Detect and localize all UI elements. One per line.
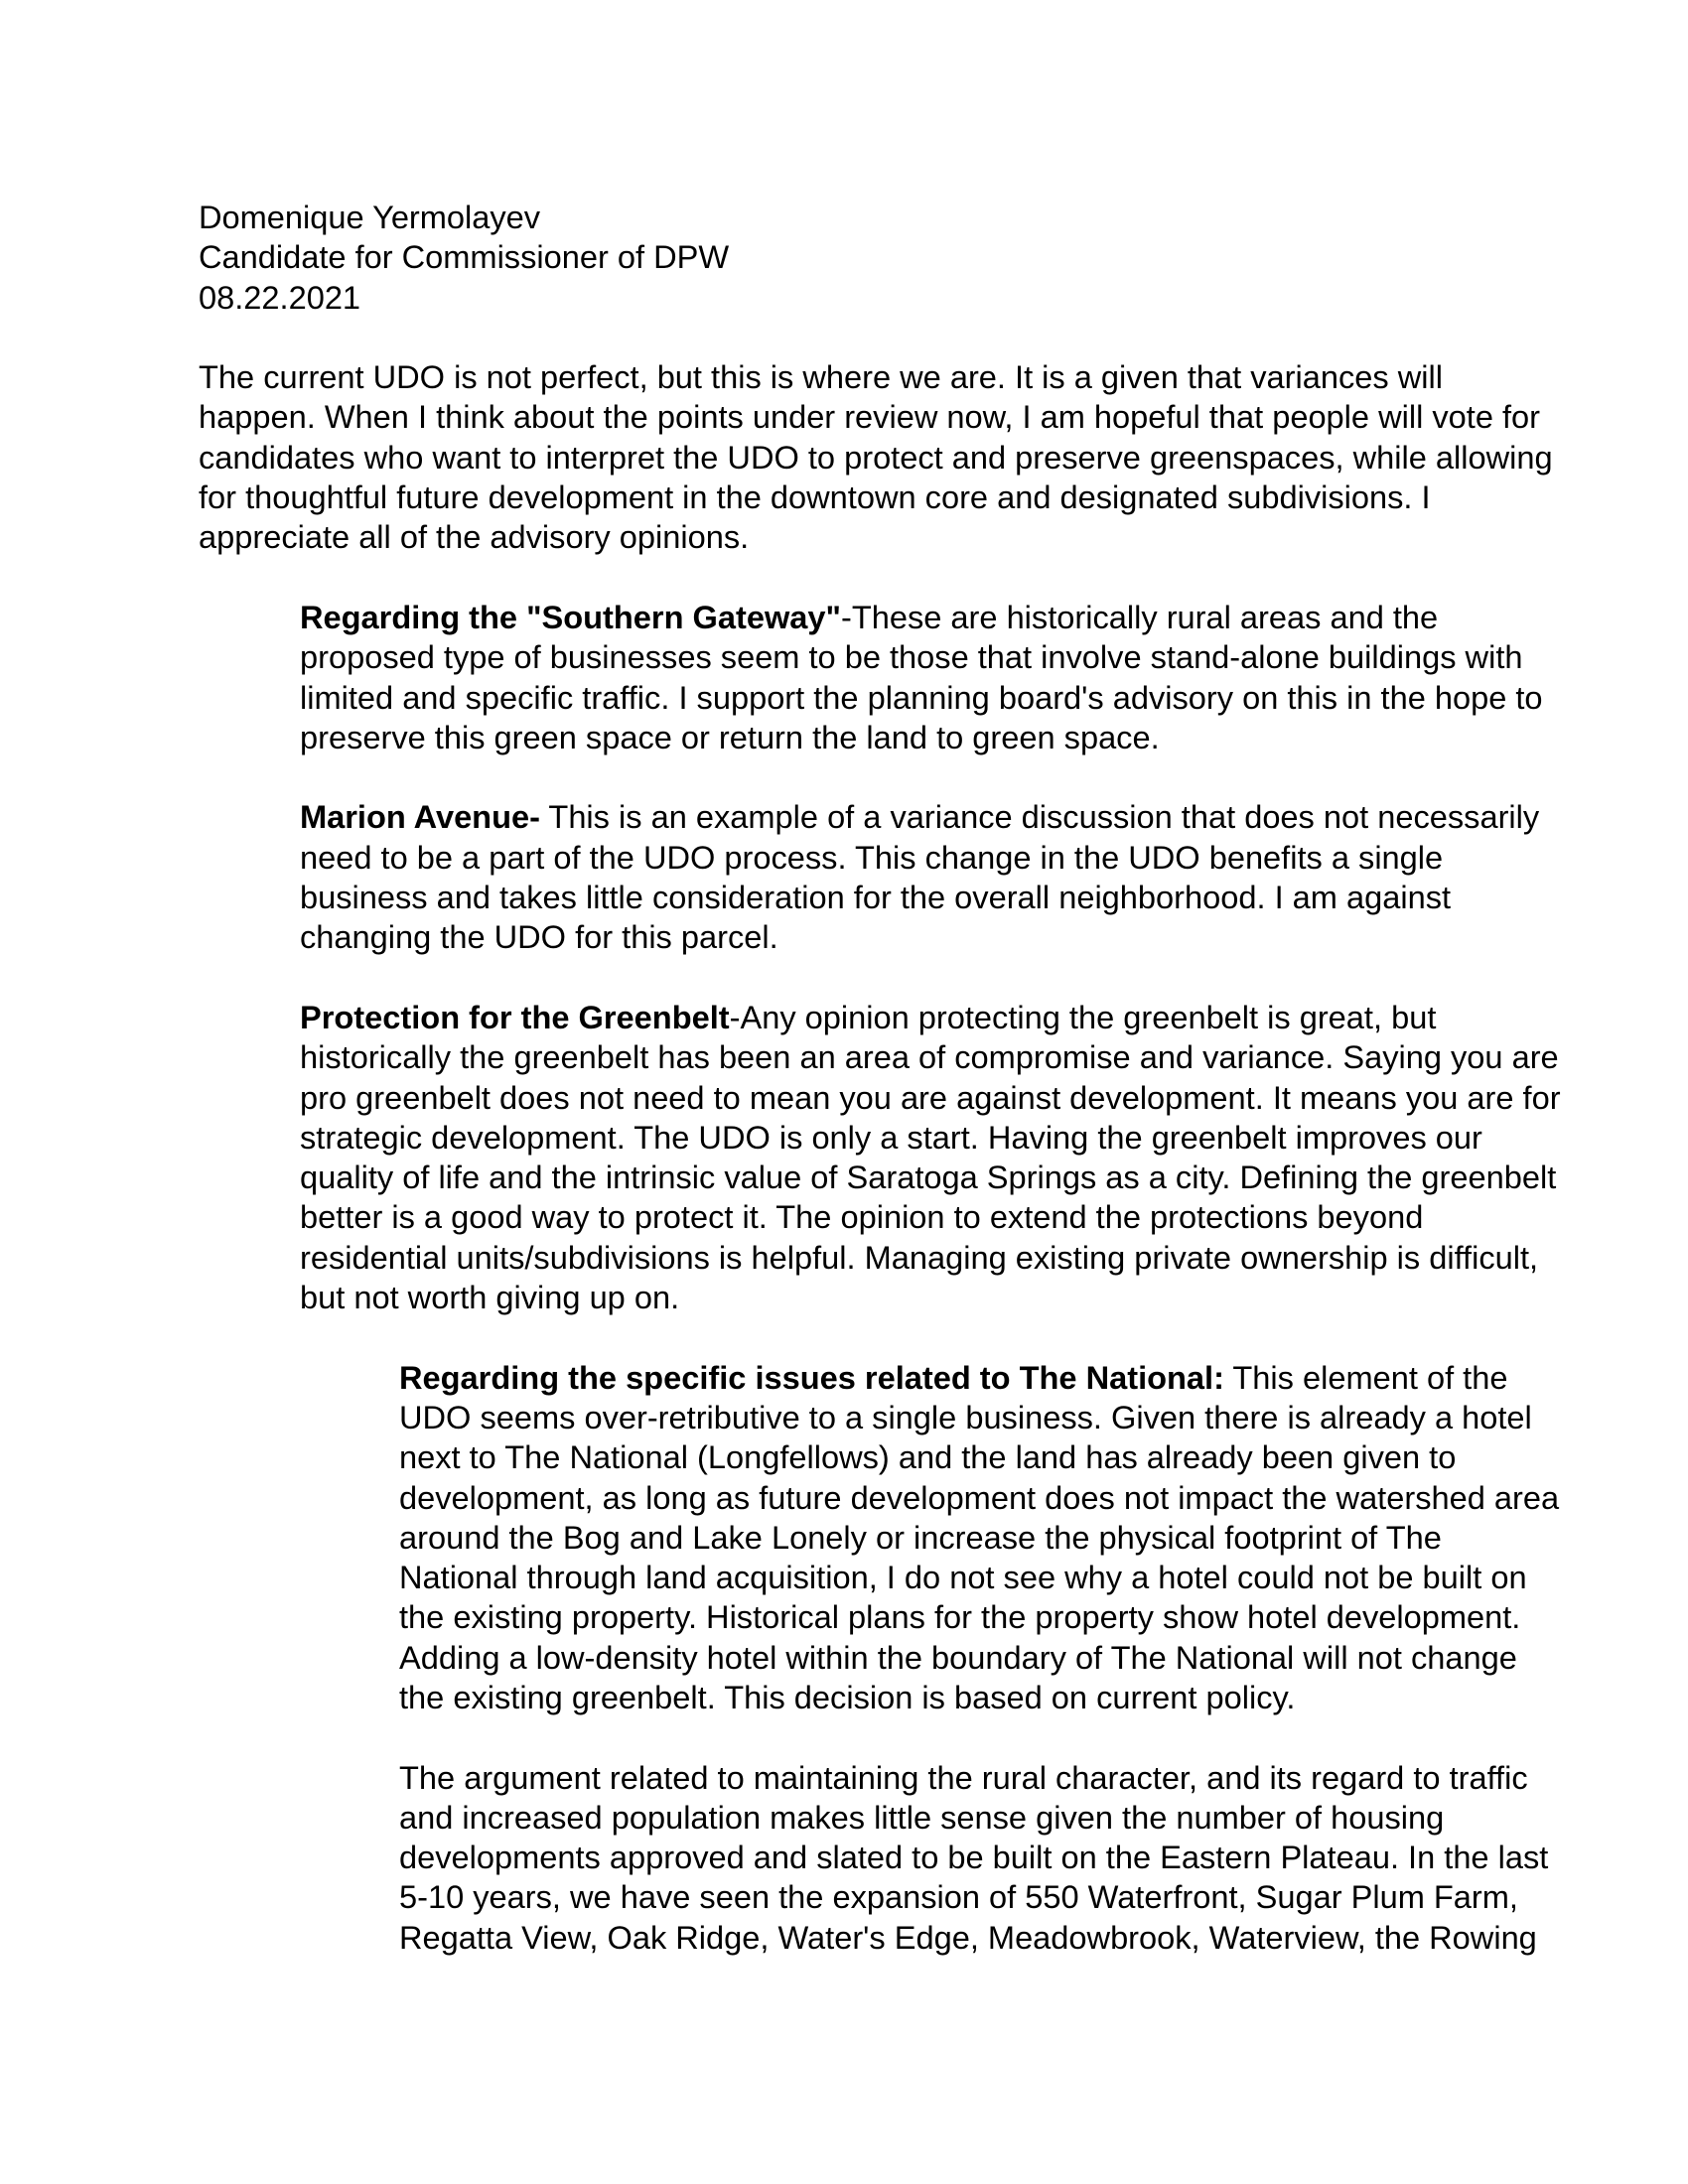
author-title: Candidate for Commissioner of DPW bbox=[199, 238, 730, 276]
paragraph-line bbox=[300, 998, 1509, 1037]
paragraph-line: limited and specific traffic. I support the planning board's advisory on this in the hope to bbox=[300, 678, 1543, 716]
paragraph-line: candidates who want to interpret the UDO to protect and preserve greenspaces, while allowing bbox=[199, 438, 1553, 476]
spacer bbox=[199, 1717, 1509, 1757]
paragraph-line: the existing greenbelt. This decision is based on current policy. bbox=[399, 1678, 1296, 1715]
paragraph-line: strategic development. The UDO is only a start. Having the greenbelt improves our bbox=[300, 1118, 1482, 1156]
spacer bbox=[199, 318, 1509, 357]
letter-date: 08.22.2021 bbox=[199, 278, 361, 316]
intro-paragraph bbox=[199, 357, 1553, 557]
paragraph-line: The current UDO is not perfect, but this is where we are. It is a given that variances will bbox=[199, 358, 1443, 396]
section-heading: Marion Avenue- bbox=[300, 798, 540, 836]
southern-gateway-section bbox=[199, 598, 1543, 757]
paragraph-line: quality of life and the intrinsic value of Saratoga Springs as a city. Defining the greenbelt bbox=[300, 1159, 1557, 1196]
section-heading: Protection for the Greenbelt bbox=[300, 998, 730, 1035]
paragraph-line: changing the UDO for this parcel. bbox=[300, 918, 778, 956]
paragraph-line: pro greenbelt does not need to mean you are against development. It means you are for bbox=[300, 1078, 1561, 1116]
paragraph-line: Adding a low-density hotel within the boundary of The National will not change bbox=[399, 1638, 1517, 1676]
paragraph-line: Regatta View, Oak Ridge, Water's Edge, Meadowbrook, Waterview, the Rowing bbox=[399, 1918, 1537, 1956]
author-name: Domenique Yermolayev bbox=[199, 199, 541, 235]
paragraph-text: This is an example of a variance discussion that does not necessarily bbox=[539, 798, 1540, 836]
paragraph-text: -These are historically rural areas and the bbox=[840, 598, 1439, 635]
paragraph-line: development, as long as future development does not impact the watershed area bbox=[399, 1478, 1560, 1516]
spacer bbox=[199, 757, 1509, 797]
spacer bbox=[199, 1317, 1509, 1357]
section-heading: Regarding the specific issues related to The National: bbox=[399, 1358, 1224, 1396]
paragraph-line: historically the greenbelt has been an area of compromise and variance. Saying you are bbox=[300, 1038, 1559, 1076]
paragraph-line: preserve this green space or return the land to green space. bbox=[300, 718, 1160, 755]
letter-header bbox=[199, 198, 1509, 318]
paragraph-line: developments approved and slated to be built on the Eastern Plateau. In the last bbox=[399, 1839, 1549, 1876]
paragraph-line bbox=[300, 797, 1540, 837]
document-body bbox=[199, 198, 1561, 1958]
spacer bbox=[199, 558, 1509, 598]
spacer bbox=[199, 958, 1509, 998]
paragraph-text: -Any opinion protecting the greenbelt is great, but bbox=[729, 998, 1437, 1035]
paragraph-line: and increased population makes little sense given the number of housing bbox=[399, 1798, 1445, 1836]
paragraph-line: need to be a part of the UDO process. This change in the UDO benefits a single bbox=[300, 838, 1444, 876]
paragraph-text: This element of the bbox=[1223, 1358, 1508, 1396]
greenbelt-section bbox=[199, 998, 1561, 1317]
paragraph-line: better is a good way to protect it. The opinion to extend the protections beyond bbox=[300, 1198, 1424, 1236]
national-section bbox=[199, 1358, 1560, 1718]
paragraph-line: for thoughtful future development in the downtown core and designated subdivisions. I bbox=[199, 478, 1431, 516]
paragraph-line: 5-10 years, we have seen the expansion of 550 Waterfront, Sugar Plum Farm, bbox=[399, 1878, 1518, 1916]
paragraph-line: around the Bog and Lake Lonely or increase the physical footprint of The bbox=[399, 1518, 1442, 1556]
paragraph-line: happen. When I think about the points under review now, I am hopeful that people will vote for bbox=[199, 398, 1541, 436]
paragraph-line: next to The National (Longfellows) and the land has already been given to bbox=[399, 1438, 1457, 1476]
paragraph-line: residential units/subdivisions is helpful. Managing existing private ownership is difficult, bbox=[300, 1238, 1539, 1276]
paragraph-line: UDO seems over-retributive to a single business. Given there is already a hotel bbox=[399, 1398, 1532, 1435]
rural-argument-paragraph bbox=[199, 1758, 1549, 1958]
paragraph-line: the existing property. Historical plans for the property show hotel development. bbox=[399, 1598, 1521, 1636]
paragraph-line: National through land acquisition, I do not see why a hotel could not be built on bbox=[399, 1559, 1527, 1596]
paragraph-line bbox=[300, 598, 1509, 637]
paragraph-line: proposed type of businesses seem to be those that involve stand-alone buildings with bbox=[300, 638, 1523, 676]
paragraph-line: business and takes little consideration for the overall neighborhood. I am against bbox=[300, 879, 1452, 916]
marion-avenue-section bbox=[199, 797, 1540, 957]
paragraph-line: appreciate all of the advisory opinions. bbox=[199, 518, 750, 556]
paragraph-line bbox=[399, 1358, 1509, 1398]
paragraph-line: but not worth giving up on. bbox=[300, 1279, 680, 1316]
paragraph-line: The argument related to maintaining the rural character, and its regard to traffic bbox=[399, 1758, 1528, 1796]
section-heading: Regarding the "Southern Gateway" bbox=[300, 598, 841, 635]
